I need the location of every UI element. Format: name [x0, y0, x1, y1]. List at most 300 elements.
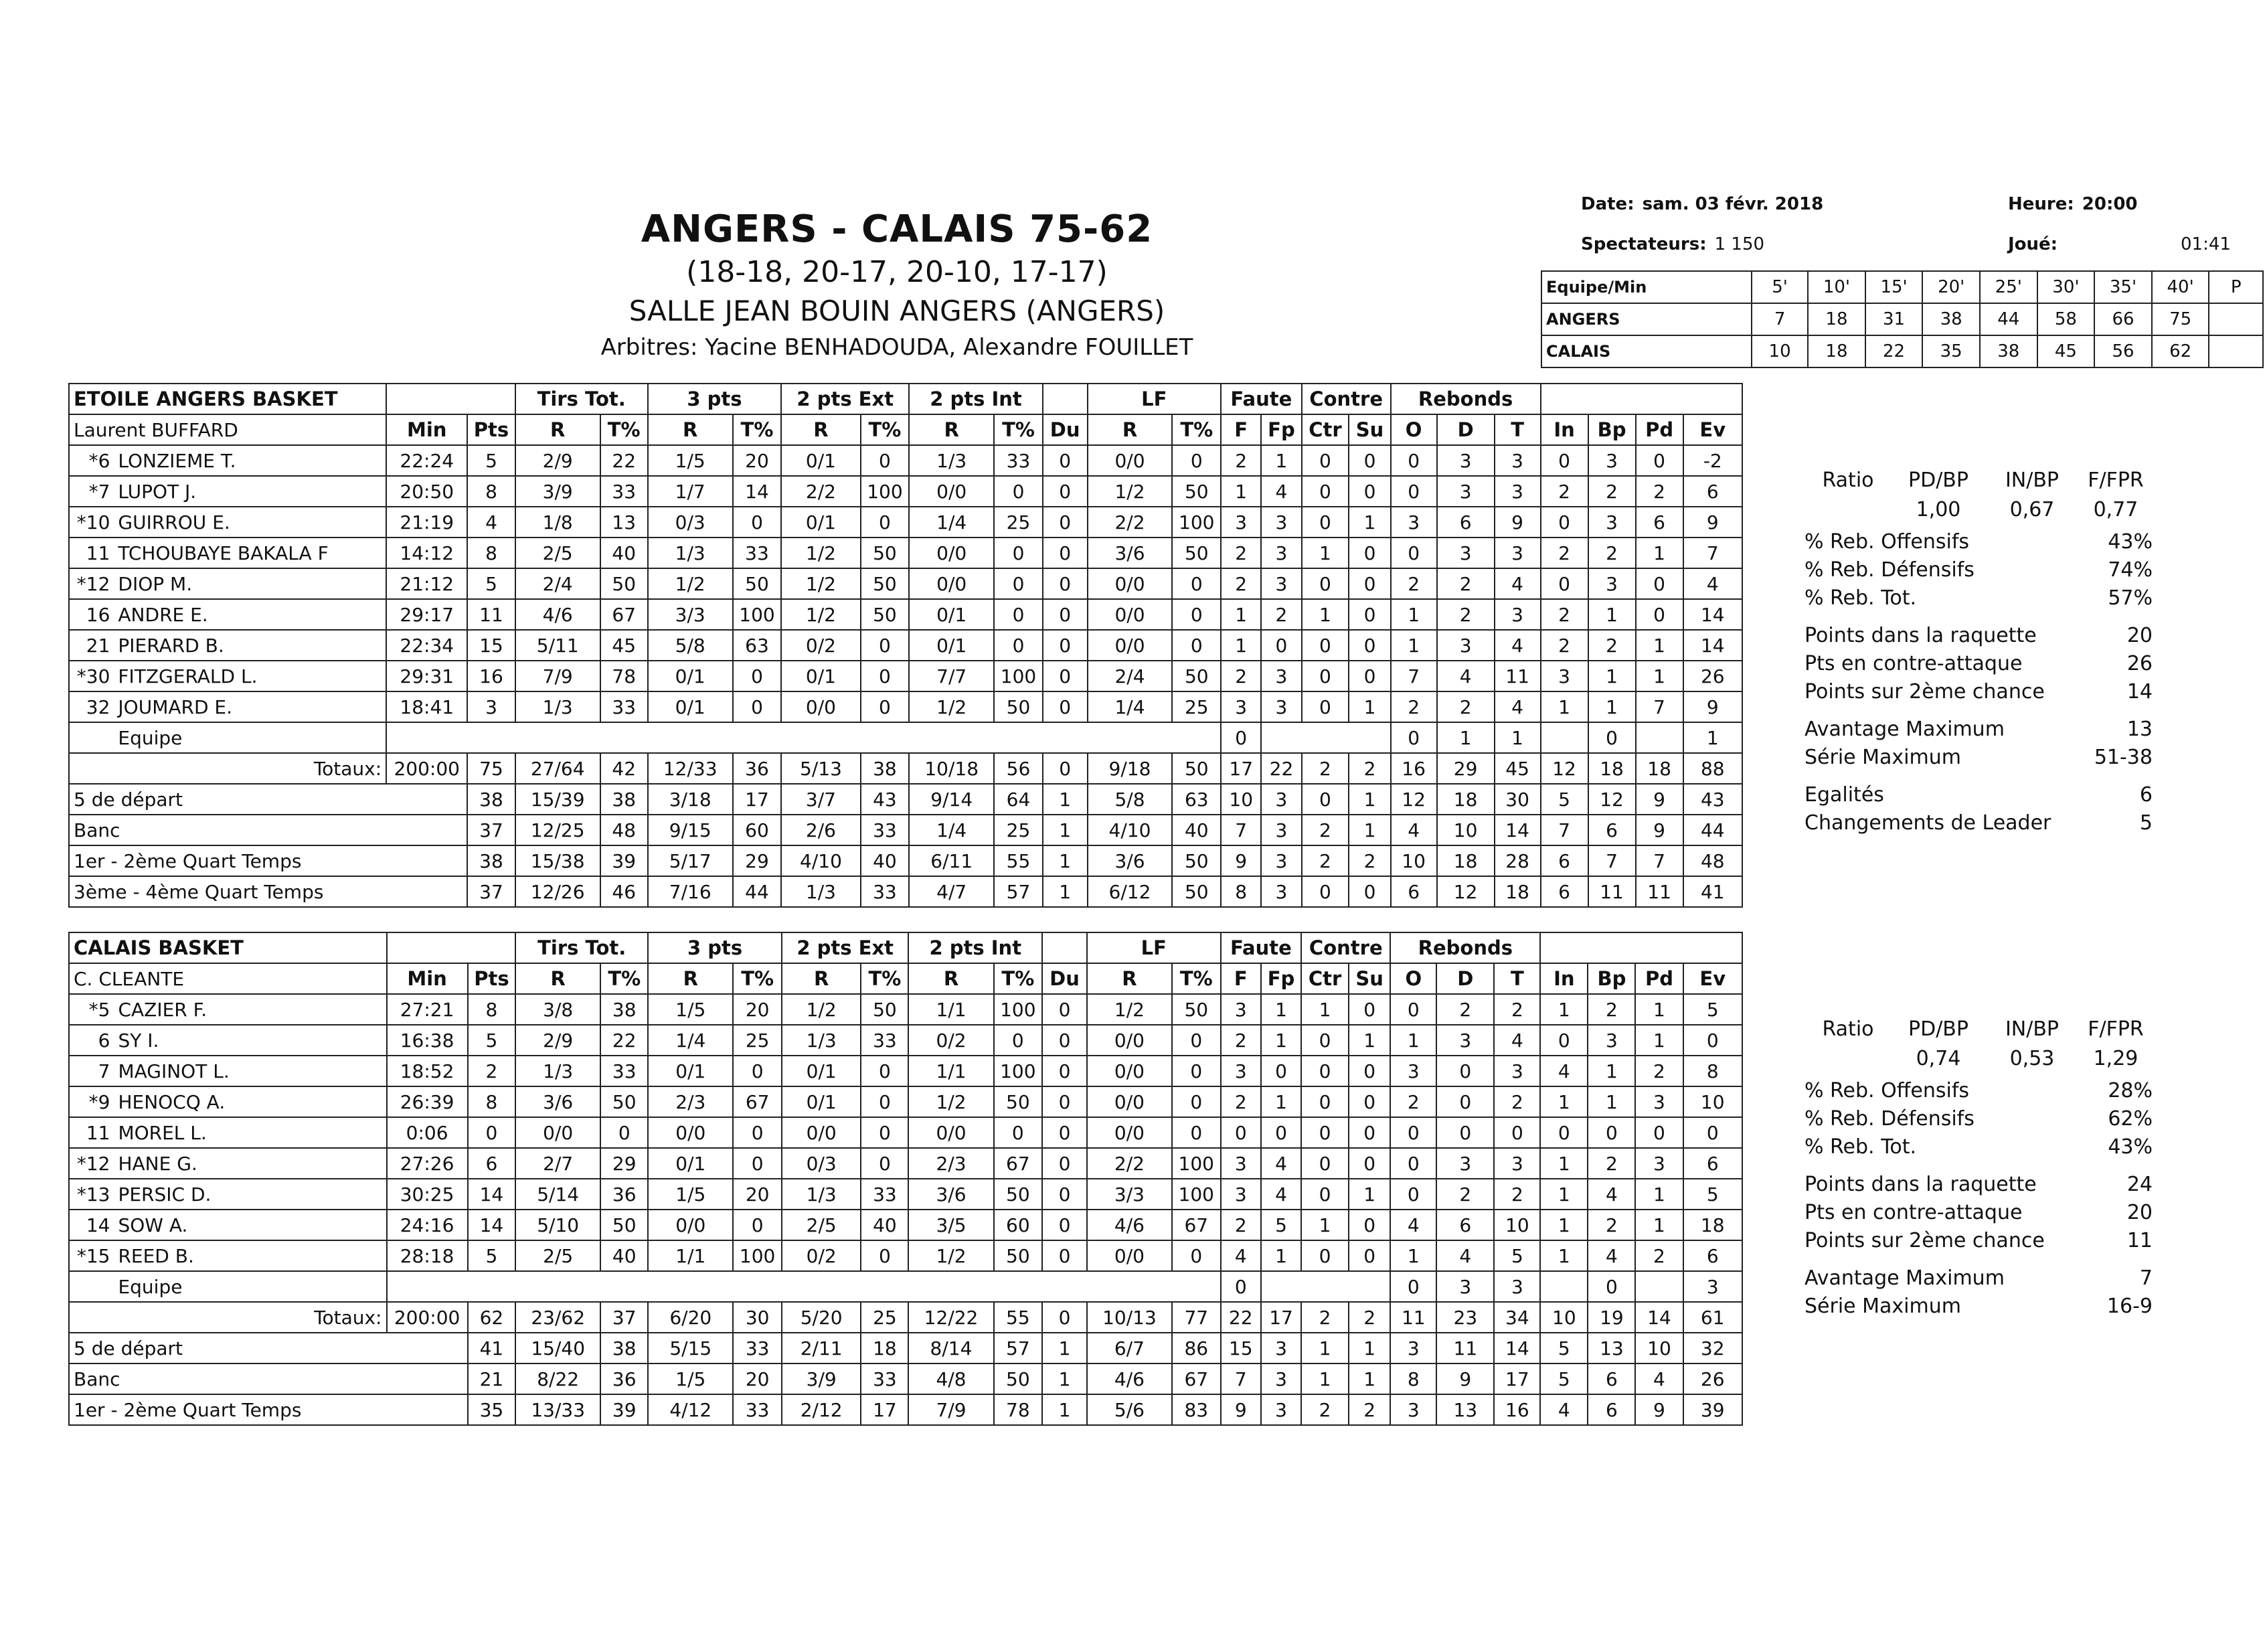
- split-stat: 14: [1494, 1333, 1540, 1364]
- stats-gap: [1805, 614, 2153, 624]
- progression-score: 38: [1980, 335, 2037, 367]
- player-stat: 2/4: [1088, 661, 1173, 691]
- player-stat: 50: [1172, 476, 1221, 507]
- player-stat: 22:34: [386, 630, 467, 661]
- player-stat: 14: [1683, 599, 1742, 630]
- player-stat: 1: [1349, 507, 1390, 538]
- player-stat: 0: [1043, 476, 1088, 507]
- stat-line: [1805, 1079, 2153, 1107]
- player-stat: 13: [600, 507, 648, 538]
- player-stat: 1: [1540, 994, 1588, 1025]
- column-header: Du: [1043, 414, 1088, 445]
- stat-value: 7: [2139, 1266, 2153, 1290]
- stat-value: 43%: [2108, 530, 2153, 554]
- split-stat: 37: [467, 815, 515, 845]
- split-stat: 1: [1043, 845, 1088, 876]
- player-stat: 1/2: [908, 1086, 993, 1117]
- equipe-blank: [1635, 1271, 1683, 1302]
- player-stat: 4: [1221, 1240, 1261, 1271]
- ratio-header: F/FPR: [2088, 469, 2144, 492]
- player-stat: 50: [733, 568, 782, 599]
- player-stat: 1: [1302, 599, 1349, 630]
- split-stat: 15/38: [515, 845, 600, 876]
- player-stat: 0/0: [1087, 1086, 1172, 1117]
- player-stat: 29: [600, 1148, 648, 1179]
- split-stat: 37: [467, 876, 515, 907]
- player-stat: 1/4: [909, 507, 994, 538]
- player-stat: 2: [1588, 538, 1636, 568]
- stat-value: 20: [2126, 624, 2153, 647]
- column-header: T%: [861, 963, 908, 994]
- totals-stat: 18: [1636, 753, 1683, 784]
- player-stat: 0: [1301, 1056, 1349, 1086]
- equipe-blank: [387, 1271, 1221, 1302]
- column-group-header: Contre: [1302, 384, 1391, 414]
- player-number: 32: [69, 691, 114, 722]
- split-stat: 29: [733, 845, 782, 876]
- player-stat: 1/1: [908, 994, 993, 1025]
- player-name: SY I.: [114, 1025, 386, 1056]
- split-stat: 7: [1541, 815, 1588, 845]
- header-blank: [1541, 384, 1742, 414]
- player-stat: 1: [1540, 1086, 1588, 1117]
- player-name: ANDRE E.: [114, 599, 386, 630]
- stats-gap: [1805, 1257, 2153, 1266]
- equipe-foul: 0: [1221, 722, 1261, 753]
- split-stat: 26: [1683, 1364, 1743, 1394]
- split-stat: 4/10: [781, 845, 860, 876]
- player-stat: 1/1: [908, 1056, 993, 1086]
- column-group-header: LF: [1087, 932, 1221, 963]
- split-stat: 12: [1437, 876, 1495, 907]
- player-stat: 14: [468, 1210, 515, 1240]
- player-stat: 0: [1349, 994, 1390, 1025]
- player-stat: 0: [1588, 1117, 1635, 1148]
- player-stat: 3/3: [1087, 1179, 1172, 1210]
- split-stat: 3: [1261, 1333, 1301, 1364]
- player-number: *12: [69, 568, 114, 599]
- column-header: Ctr: [1302, 414, 1349, 445]
- player-stat: 3: [1261, 568, 1301, 599]
- split-stat: 6/12: [1088, 876, 1173, 907]
- split-stat: 6: [1588, 1394, 1635, 1425]
- player-stat: 0: [1636, 599, 1683, 630]
- player-stat: 1: [1540, 1210, 1588, 1240]
- column-header: R: [909, 414, 994, 445]
- split-stat: 40: [861, 845, 910, 876]
- split-stat: 1: [1043, 815, 1088, 845]
- column-header: Pts: [468, 963, 515, 994]
- player-stat: 63: [733, 630, 782, 661]
- progression-minute-header: 40': [2152, 271, 2209, 303]
- player-stat: 0: [733, 1056, 782, 1086]
- player-stat: 0: [1302, 691, 1349, 722]
- progression-score: 56: [2094, 335, 2152, 367]
- player-stat: 100: [733, 1240, 782, 1271]
- player-name: MOREL L.: [114, 1117, 386, 1148]
- player-name: HENOCQ A.: [114, 1086, 386, 1117]
- player-stat: 0: [1349, 1086, 1390, 1117]
- header-blank: [386, 384, 515, 414]
- column-header-row: [69, 414, 1742, 445]
- player-stat: 0: [1042, 1240, 1087, 1271]
- progression-minute-header: 30': [2037, 271, 2095, 303]
- player-stat: 8: [468, 1086, 515, 1117]
- ratio-value: 0,74: [1916, 1047, 1961, 1070]
- player-stat: 2: [1221, 568, 1261, 599]
- column-group-header: Tirs Tot.: [515, 932, 648, 963]
- player-stat: 2: [1436, 994, 1494, 1025]
- player-stat: 6: [1683, 476, 1742, 507]
- player-stat: 14: [468, 1179, 515, 1210]
- player-stat: 8: [467, 476, 515, 507]
- player-stat: 2: [1588, 994, 1635, 1025]
- ratio-values-row: [1805, 498, 2153, 530]
- split-stat: 13: [1588, 1333, 1635, 1364]
- player-stat: 0: [994, 1025, 1043, 1056]
- column-header: Su: [1349, 963, 1390, 994]
- split-stat: 50: [1172, 876, 1221, 907]
- stat-value: 43%: [2108, 1135, 2153, 1159]
- player-stat: 1/5: [648, 445, 733, 476]
- split-stat: 41: [1683, 876, 1742, 907]
- totals-stat: 10: [1540, 1302, 1588, 1333]
- split-stat: 4/7: [909, 876, 994, 907]
- player-stat: 3: [1437, 630, 1495, 661]
- progression-minute-header: 10': [1808, 271, 1865, 303]
- player-stat: 0/1: [909, 630, 994, 661]
- split-stat: 7: [1636, 845, 1683, 876]
- player-row: [69, 476, 1742, 507]
- totals-row: [69, 753, 1742, 784]
- player-stat: 22: [600, 445, 648, 476]
- player-stat: 0/0: [1087, 1240, 1172, 1271]
- split-stat: 78: [994, 1394, 1043, 1425]
- column-header: T%: [861, 414, 910, 445]
- player-stat: 30:25: [387, 1179, 468, 1210]
- split-stat: 2/6: [781, 815, 860, 845]
- player-stat: 3: [1391, 507, 1437, 538]
- split-stat: 1: [1301, 1364, 1349, 1394]
- player-name: SOW A.: [114, 1210, 386, 1240]
- column-group-header: Rebonds: [1391, 384, 1541, 414]
- referees: Arbitres: Yacine BENHADOUDA, Alexandre FOUILLET: [600, 334, 1193, 361]
- player-stat: 0: [733, 1117, 782, 1148]
- player-stat: 50: [994, 1240, 1043, 1271]
- stat-line: [1805, 1266, 2153, 1295]
- player-stat: 0/0: [1088, 568, 1173, 599]
- stat-value: 5: [2139, 811, 2153, 835]
- player-stat: 50: [600, 1086, 648, 1117]
- calais-boxscore-table: [68, 932, 1743, 1426]
- totals-stat: 2: [1349, 753, 1390, 784]
- stat-line: [1805, 1135, 2153, 1163]
- player-stat: 0/1: [909, 599, 994, 630]
- split-row: [69, 1333, 1742, 1364]
- progression-score: 31: [1865, 303, 1923, 335]
- player-stat: 0: [1302, 507, 1349, 538]
- split-label: Banc: [69, 815, 467, 845]
- player-stat: 0/0: [1088, 599, 1173, 630]
- equipe-ev: 1: [1683, 722, 1742, 753]
- split-row: [69, 876, 1742, 907]
- player-stat: 1: [1636, 661, 1683, 691]
- player-stat: 4: [1588, 1240, 1635, 1271]
- progression-score: 7: [1752, 303, 1808, 335]
- player-stat: 50: [994, 1179, 1043, 1210]
- split-stat: 3/9: [782, 1364, 861, 1394]
- player-stat: 1/2: [908, 1240, 993, 1271]
- player-stat: 0/1: [648, 691, 733, 722]
- stat-label: Points dans la raquette: [1805, 624, 2037, 647]
- equipe-oreb: 0: [1391, 722, 1437, 753]
- player-stat: 2/9: [515, 1025, 600, 1056]
- column-header: T: [1495, 414, 1541, 445]
- player-stat: 1: [1588, 1056, 1635, 1086]
- split-stat: 5/17: [648, 845, 733, 876]
- player-stat: 1/1: [648, 1240, 733, 1271]
- player-stat: 0: [1683, 1117, 1743, 1148]
- split-stat: 14: [1495, 815, 1541, 845]
- totals-stat: 29: [1437, 753, 1495, 784]
- player-stat: 4: [1495, 691, 1541, 722]
- stat-label: Points sur 2ème chance: [1805, 680, 2045, 704]
- split-stat: 6: [1541, 876, 1588, 907]
- player-stat: 78: [600, 661, 648, 691]
- player-stat: 100: [1172, 1179, 1221, 1210]
- player-stat: 3: [1588, 568, 1636, 599]
- stat-line: [1805, 624, 2153, 652]
- player-stat: 0/0: [1088, 445, 1173, 476]
- progression-score: 38: [1922, 303, 1980, 335]
- column-group-header: 2 pts Ext: [781, 384, 909, 414]
- stat-label: Points dans la raquette: [1805, 1173, 2037, 1196]
- player-stat: -2: [1683, 445, 1742, 476]
- played-time: 01:41: [2181, 234, 2231, 254]
- player-stat: 7/9: [515, 661, 600, 691]
- player-row: [69, 1179, 1742, 1210]
- player-stat: 0/3: [648, 507, 733, 538]
- player-stat: 0/0: [908, 1117, 993, 1148]
- equipe-label: Equipe: [114, 1271, 386, 1302]
- progression-minute-header: 35': [2094, 271, 2152, 303]
- player-stat: 1: [1221, 476, 1261, 507]
- player-stat: 2: [1541, 599, 1588, 630]
- split-stat: 1: [1042, 1333, 1087, 1364]
- player-stat: 33: [733, 538, 782, 568]
- column-header: T%: [600, 963, 648, 994]
- player-stat: 3/6: [515, 1086, 600, 1117]
- player-stat: 3/6: [1088, 538, 1173, 568]
- split-stat: 50: [1172, 845, 1221, 876]
- player-stat: 9: [1683, 507, 1742, 538]
- player-row: [69, 1056, 1742, 1086]
- player-stat: 1: [1349, 1025, 1390, 1056]
- player-stat: 5/10: [515, 1210, 600, 1240]
- totals-stat: 50: [1172, 753, 1221, 784]
- player-stat: 1: [1635, 1179, 1683, 1210]
- column-header: D: [1436, 963, 1494, 994]
- split-stat: 1: [1042, 1364, 1087, 1394]
- player-stat: 33: [600, 691, 648, 722]
- totals-stat: 6/20: [648, 1302, 733, 1333]
- split-stat: 17: [861, 1394, 908, 1425]
- ratio-value: 0,67: [2009, 498, 2055, 521]
- ratio-value: 1,00: [1916, 498, 1961, 521]
- player-stat: 67: [733, 1086, 782, 1117]
- player-stat: 2: [1541, 476, 1588, 507]
- progression-header-label: Equipe/Min: [1541, 271, 1752, 303]
- player-stat: 21:19: [386, 507, 467, 538]
- stat-line: [1805, 1295, 2153, 1323]
- split-stat: 2: [1349, 845, 1390, 876]
- score-progression-table: [1541, 270, 2264, 368]
- split-stat: 7: [1588, 845, 1636, 876]
- player-stat: 50: [994, 1086, 1043, 1117]
- player-stat: 0: [861, 630, 910, 661]
- player-stat: 45: [600, 630, 648, 661]
- split-stat: 9/15: [648, 815, 733, 845]
- split-stat: 36: [600, 1364, 648, 1394]
- player-stat: 4: [1437, 661, 1495, 691]
- totals-stat: 12/33: [648, 753, 733, 784]
- player-stat: 0: [1349, 630, 1390, 661]
- column-header: In: [1541, 414, 1588, 445]
- split-label: 1er - 2ème Quart Temps: [69, 1394, 468, 1425]
- player-stat: 7: [1636, 691, 1683, 722]
- player-stat: 0/0: [909, 568, 994, 599]
- totals-stat: 5/13: [781, 753, 860, 784]
- split-stat: 11: [1588, 876, 1636, 907]
- player-stat: 0: [733, 661, 782, 691]
- totals-stat: 56: [994, 753, 1043, 784]
- split-stat: 32: [1683, 1333, 1743, 1364]
- match-title: ANGERS - CALAIS 75-62: [641, 208, 1153, 251]
- split-stat: 15: [1221, 1333, 1261, 1364]
- player-stat: 2: [1437, 599, 1495, 630]
- player-stat: 25: [994, 507, 1043, 538]
- player-name: MAGINOT L.: [114, 1056, 386, 1086]
- split-stat: 12: [1391, 784, 1437, 815]
- header-blank: [387, 932, 516, 963]
- split-label: 5 de départ: [69, 1333, 468, 1364]
- progression-score: 75: [2152, 303, 2209, 335]
- split-stat: 1: [1349, 815, 1390, 845]
- player-stat: 0/1: [648, 1056, 733, 1086]
- split-stat: 25: [994, 815, 1043, 845]
- player-stat: 14: [733, 476, 782, 507]
- player-stat: 2: [1221, 445, 1261, 476]
- player-row: [69, 1240, 1742, 1271]
- player-row: [69, 599, 1742, 630]
- player-number: *6: [69, 445, 114, 476]
- split-stat: 9: [1635, 1394, 1683, 1425]
- column-group-header: 3 pts: [648, 384, 782, 414]
- player-stat: 4: [467, 507, 515, 538]
- player-stat: 4/6: [1087, 1210, 1172, 1240]
- split-stat: 10: [1437, 815, 1495, 845]
- player-stat: 6: [1636, 507, 1683, 538]
- totals-stat: 30: [733, 1302, 782, 1333]
- player-stat: 1: [1540, 1240, 1588, 1271]
- split-stat: 83: [1172, 1394, 1221, 1425]
- played-time-label: Joué:: [2008, 234, 2058, 254]
- player-number: *13: [69, 1179, 114, 1210]
- stat-label: % Reb. Tot.: [1805, 1135, 1916, 1159]
- column-header: O: [1391, 414, 1437, 445]
- ratio-header: IN/BP: [2005, 1017, 2060, 1041]
- split-stat: 3/18: [648, 784, 733, 815]
- player-stat: 4: [1495, 568, 1541, 599]
- stat-line: [1805, 1173, 2153, 1201]
- ratio-spacer: [1805, 498, 1892, 530]
- player-stat: 0/0: [1087, 1117, 1172, 1148]
- player-stat: 0: [861, 445, 910, 476]
- player-stat: 0: [1172, 1117, 1221, 1148]
- angers-stats-panel: [1805, 469, 2153, 839]
- equipe-bp: 0: [1588, 1271, 1635, 1302]
- totals-stat: 10/18: [909, 753, 994, 784]
- player-number: 14: [69, 1210, 114, 1240]
- player-stat: 0: [1043, 599, 1088, 630]
- split-stat: 6/7: [1087, 1333, 1172, 1364]
- player-stat: 2: [1221, 1086, 1261, 1117]
- column-header: R: [648, 963, 733, 994]
- player-stat: 28:18: [387, 1240, 468, 1271]
- stat-value: 20: [2126, 1201, 2153, 1224]
- split-stat: 7/16: [648, 876, 733, 907]
- totals-stat: 9/18: [1088, 753, 1173, 784]
- split-stat: 5/6: [1087, 1394, 1172, 1425]
- player-row: [69, 994, 1742, 1025]
- player-stat: 0: [994, 630, 1043, 661]
- player-stat: 2/2: [1088, 507, 1173, 538]
- split-stat: 1: [1301, 1333, 1349, 1364]
- player-number: *9: [69, 1086, 114, 1117]
- player-stat: 0/1: [648, 661, 733, 691]
- player-stat: 3/5: [908, 1210, 993, 1240]
- column-group-header: Contre: [1301, 932, 1390, 963]
- player-stat: 2/3: [648, 1086, 733, 1117]
- player-number: 6: [69, 1025, 114, 1056]
- player-stat: 3: [1221, 1179, 1261, 1210]
- player-stat: 14: [1683, 630, 1742, 661]
- split-stat: 44: [733, 876, 782, 907]
- team-name: ETOILE ANGERS BASKET: [69, 384, 386, 414]
- split-stat: 7: [1221, 815, 1261, 845]
- split-stat: 10: [1221, 784, 1261, 815]
- player-stat: 0: [1042, 1025, 1087, 1056]
- split-stat: 18: [1437, 784, 1495, 815]
- player-number: 16: [69, 599, 114, 630]
- totals-stat: 17: [1261, 1302, 1301, 1333]
- progression-score: 58: [2037, 303, 2095, 335]
- player-stat: 1: [1261, 1086, 1301, 1117]
- player-stat: 1/3: [648, 538, 733, 568]
- player-stat: 0: [1172, 599, 1221, 630]
- split-stat: 39: [1683, 1394, 1743, 1425]
- player-stat: 0: [1042, 1179, 1087, 1210]
- stat-label: % Reb. Tot.: [1805, 586, 1916, 610]
- player-stat: 25: [733, 1025, 782, 1056]
- totals-label: Totaux:: [69, 1302, 387, 1333]
- player-stat: 0: [1043, 568, 1088, 599]
- player-stat: 40: [600, 538, 648, 568]
- split-stat: 8/14: [908, 1333, 993, 1364]
- player-stat: 3: [1221, 1148, 1261, 1179]
- player-stat: 0: [468, 1117, 515, 1148]
- split-stat: 0: [1302, 876, 1349, 907]
